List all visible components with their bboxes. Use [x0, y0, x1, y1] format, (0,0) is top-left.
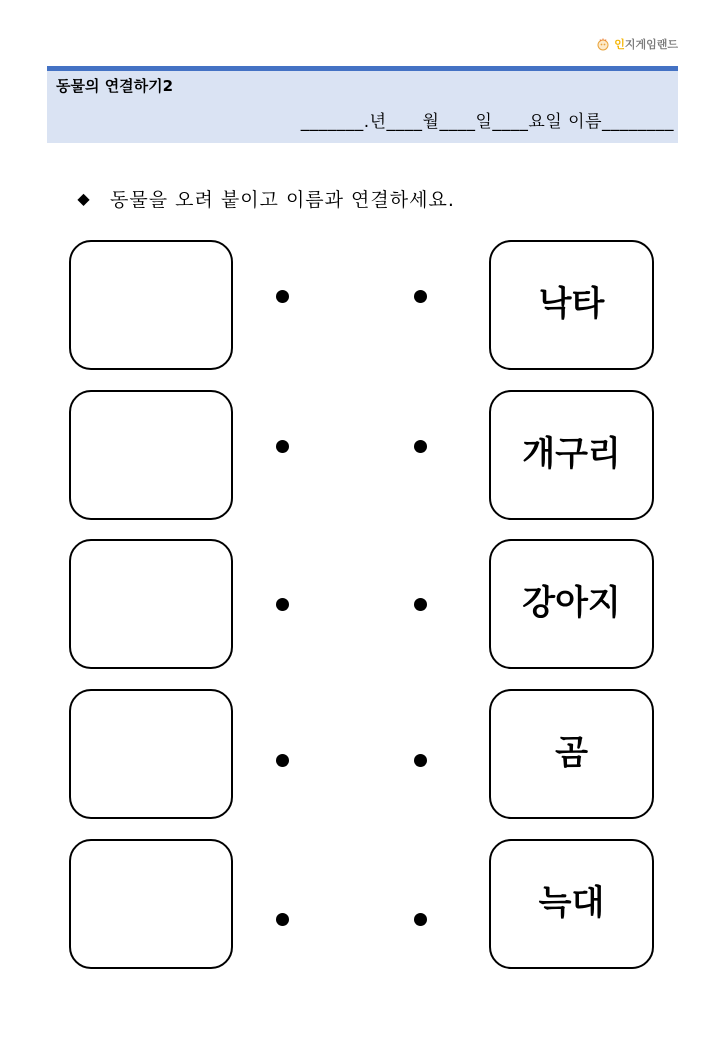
- left-dot: [276, 913, 289, 926]
- left-dot: [276, 290, 289, 303]
- left-dot: [276, 440, 289, 453]
- date-name-line: _______.년____월____일____요일 이름________: [300, 112, 674, 132]
- picture-box: [69, 839, 233, 969]
- name-box: 개구리: [489, 390, 654, 520]
- worksheet-title: 동물의 연결하기2: [56, 77, 174, 95]
- left-dot: [276, 598, 289, 611]
- logo-text: [614, 36, 678, 52]
- logo: [596, 36, 678, 52]
- name-box: 늑대: [489, 839, 654, 969]
- right-dot: [414, 290, 427, 303]
- name-box: 강아지: [489, 539, 654, 669]
- instruction-text: 동물을 오려 붙이고 이름과 연결하세요.: [110, 189, 455, 211]
- right-dot: [414, 754, 427, 767]
- logo-lead: 인: [614, 38, 625, 51]
- logo-rest: 지게임랜드: [624, 38, 678, 51]
- right-dot: [414, 598, 427, 611]
- worksheet-header: [47, 66, 678, 143]
- brain-icon: [596, 37, 610, 51]
- picture-box: [69, 689, 233, 819]
- picture-box: [69, 390, 233, 520]
- right-dot: [414, 913, 427, 926]
- picture-box: [69, 539, 233, 669]
- instruction: [76, 185, 455, 212]
- name-box: 낙타: [489, 240, 654, 370]
- name-box: 곰: [489, 689, 654, 819]
- picture-box: [69, 240, 233, 370]
- left-dot: [276, 754, 289, 767]
- diamond-bullet-icon: ◆: [77, 189, 91, 208]
- right-dot: [414, 440, 427, 453]
